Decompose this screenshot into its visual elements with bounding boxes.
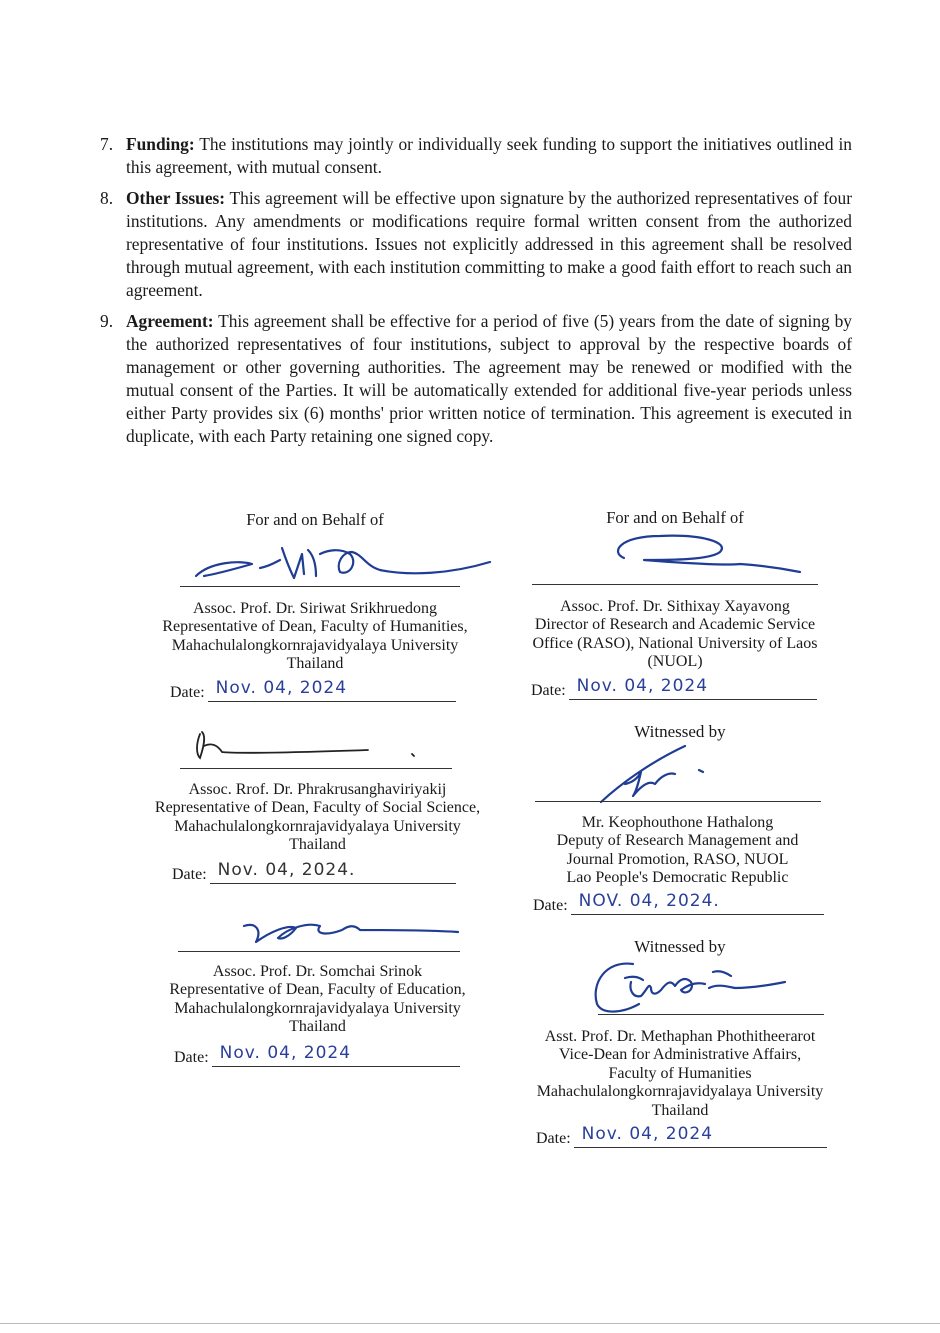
signer-country: Thailand <box>289 1018 346 1036</box>
signer-title: Vice-Dean for Administrative Affairs, <box>558 1046 802 1064</box>
signer-country: Thailand <box>651 1101 709 1119</box>
signer-name: Mr. Keophouthone Hathalong <box>581 814 774 831</box>
signature-6-icon <box>585 954 815 1020</box>
date-label: Date: <box>533 897 568 914</box>
signer-title: Deputy of Research Management and <box>556 832 799 850</box>
left-header <box>140 511 490 531</box>
date-label: Date: <box>174 1049 209 1066</box>
clause-9 <box>100 310 852 448</box>
signer-country: Thailand <box>289 836 346 854</box>
clauses-list <box>100 133 852 456</box>
signer-country: Lao People's Democratic Republic <box>566 869 789 887</box>
signature-line <box>178 951 460 952</box>
clause-heading: Funding: <box>126 134 195 154</box>
signer-dept: Faculty of Humanities <box>608 1064 752 1082</box>
signer-block-6 <box>510 1028 850 1120</box>
signer-name: Asst. Prof. Dr. Methaphan Phothitheerarot <box>544 1028 816 1045</box>
signer-block-4 <box>505 598 845 672</box>
date-label: Date: <box>172 866 207 883</box>
clause-8 <box>100 187 852 302</box>
signer-country: Thailand <box>286 655 344 673</box>
right-header <box>500 509 850 529</box>
clause-text: This agreement shall be effective for a period of five (5) years from the date of signing by the authorized representatives of four institutions, subject to approval by the respective boards of management or other governing authorities. The agreement may be renewed or modified with the mutual consent of the Parties. It will be automatically extended for additional five-year periods unless either Party provides six (6) months' prior written notice of termination. This agreement is executed in duplicate, with each Party retaining one signed copy. <box>126 311 852 446</box>
signer-block-2 <box>125 781 510 855</box>
signature-line <box>598 1014 824 1015</box>
date-value: NOV. 04, 2024. <box>571 892 824 915</box>
signer-title: Representative of Dean, Faculty of Education, <box>169 981 466 999</box>
signer-block-1 <box>130 600 500 674</box>
signer-org: Office (RASO), National University of Laos <box>532 634 818 652</box>
signer-block-5 <box>525 814 830 888</box>
clause-number: 7. <box>100 134 114 154</box>
signer-name: Assoc. Prof. Dr. Somchai Srinok <box>212 963 423 980</box>
witness-heading-1 <box>575 723 785 741</box>
clause-number: 9. <box>100 311 114 331</box>
date-value: Nov. 04, 2024 <box>212 1044 460 1067</box>
left-header-text: For and on Behalf of <box>246 510 384 529</box>
witness-label: Witnessed by <box>634 937 726 956</box>
signature-3-icon <box>230 908 470 952</box>
signer-name: Assoc. Rrof. Dr. Phrakrusanghaviriyakij <box>188 781 447 798</box>
date-value: Nov. 04, 2024 <box>569 677 817 700</box>
signature-1-icon <box>190 540 500 590</box>
signer-country: (NUOL) <box>647 653 703 671</box>
signer-block-3 <box>130 963 505 1037</box>
right-header-text: For and on Behalf of <box>606 508 744 527</box>
clause-text: The institutions may jointly or individually seek funding to support the initiatives outlined in this agreement, with mutual consent. <box>126 134 852 177</box>
signer-name: Assoc. Prof. Dr. Siriwat Srikhruedong <box>193 600 437 617</box>
date-field-3 <box>174 1044 460 1067</box>
signer-org: Mahachulalongkornrajavidyalaya University <box>171 636 459 654</box>
signer-org: Mahachulalongkornrajavidyalaya University <box>536 1083 824 1101</box>
signer-org: Mahachulalongkornrajavidyalaya University <box>174 817 461 835</box>
date-field-4 <box>531 677 817 700</box>
signature-line <box>532 584 818 585</box>
signer-title: Director of Research and Academic Service <box>534 616 816 634</box>
signer-title: Representative of Dean, Faculty of Social Science, <box>154 799 481 817</box>
date-value: Nov. 04, 2024. <box>210 861 456 884</box>
signature-4-icon <box>580 530 820 580</box>
signer-org: Journal Promotion, RASO, NUOL <box>566 850 789 868</box>
witness-label: Witnessed by <box>634 722 726 741</box>
date-field-1 <box>170 679 456 702</box>
date-label: Date: <box>536 1130 571 1147</box>
signature-line <box>535 801 821 802</box>
signature-line <box>180 586 460 587</box>
date-label: Date: <box>531 682 566 699</box>
signer-name: Assoc. Prof. Dr. Sithixay Xayavong <box>560 598 790 615</box>
date-value: Nov. 04, 2024 <box>208 679 456 702</box>
clause-7 <box>100 133 852 179</box>
signature-2-icon <box>190 726 430 766</box>
clause-number: 8. <box>100 188 114 208</box>
date-value: Nov. 04, 2024 <box>574 1125 827 1148</box>
date-field-5 <box>533 892 824 915</box>
signature-line <box>180 768 452 769</box>
clause-text: This agreement will be effective upon signature by the authorized representatives of four institutions. Any amendments or modifications require formal written consent from the authorized representative of four institutions. Issues not explicitly addressed in this agreement shall be resolved through mutual agreement, with each institution committing to make a good faith effort to reach such an agreement. <box>126 188 852 300</box>
date-field-2 <box>172 861 456 884</box>
clause-heading: Other Issues: <box>126 188 226 208</box>
signer-org: Mahachulalongkornrajavidyalaya University <box>174 999 461 1017</box>
date-label: Date: <box>170 684 205 701</box>
page-bottom-edge <box>0 1323 940 1324</box>
clause-heading: Agreement: <box>126 311 214 331</box>
signature-5-icon <box>595 740 725 806</box>
signer-title: Representative of Dean, Faculty of Humanities, <box>162 618 468 636</box>
date-field-6 <box>536 1125 827 1148</box>
